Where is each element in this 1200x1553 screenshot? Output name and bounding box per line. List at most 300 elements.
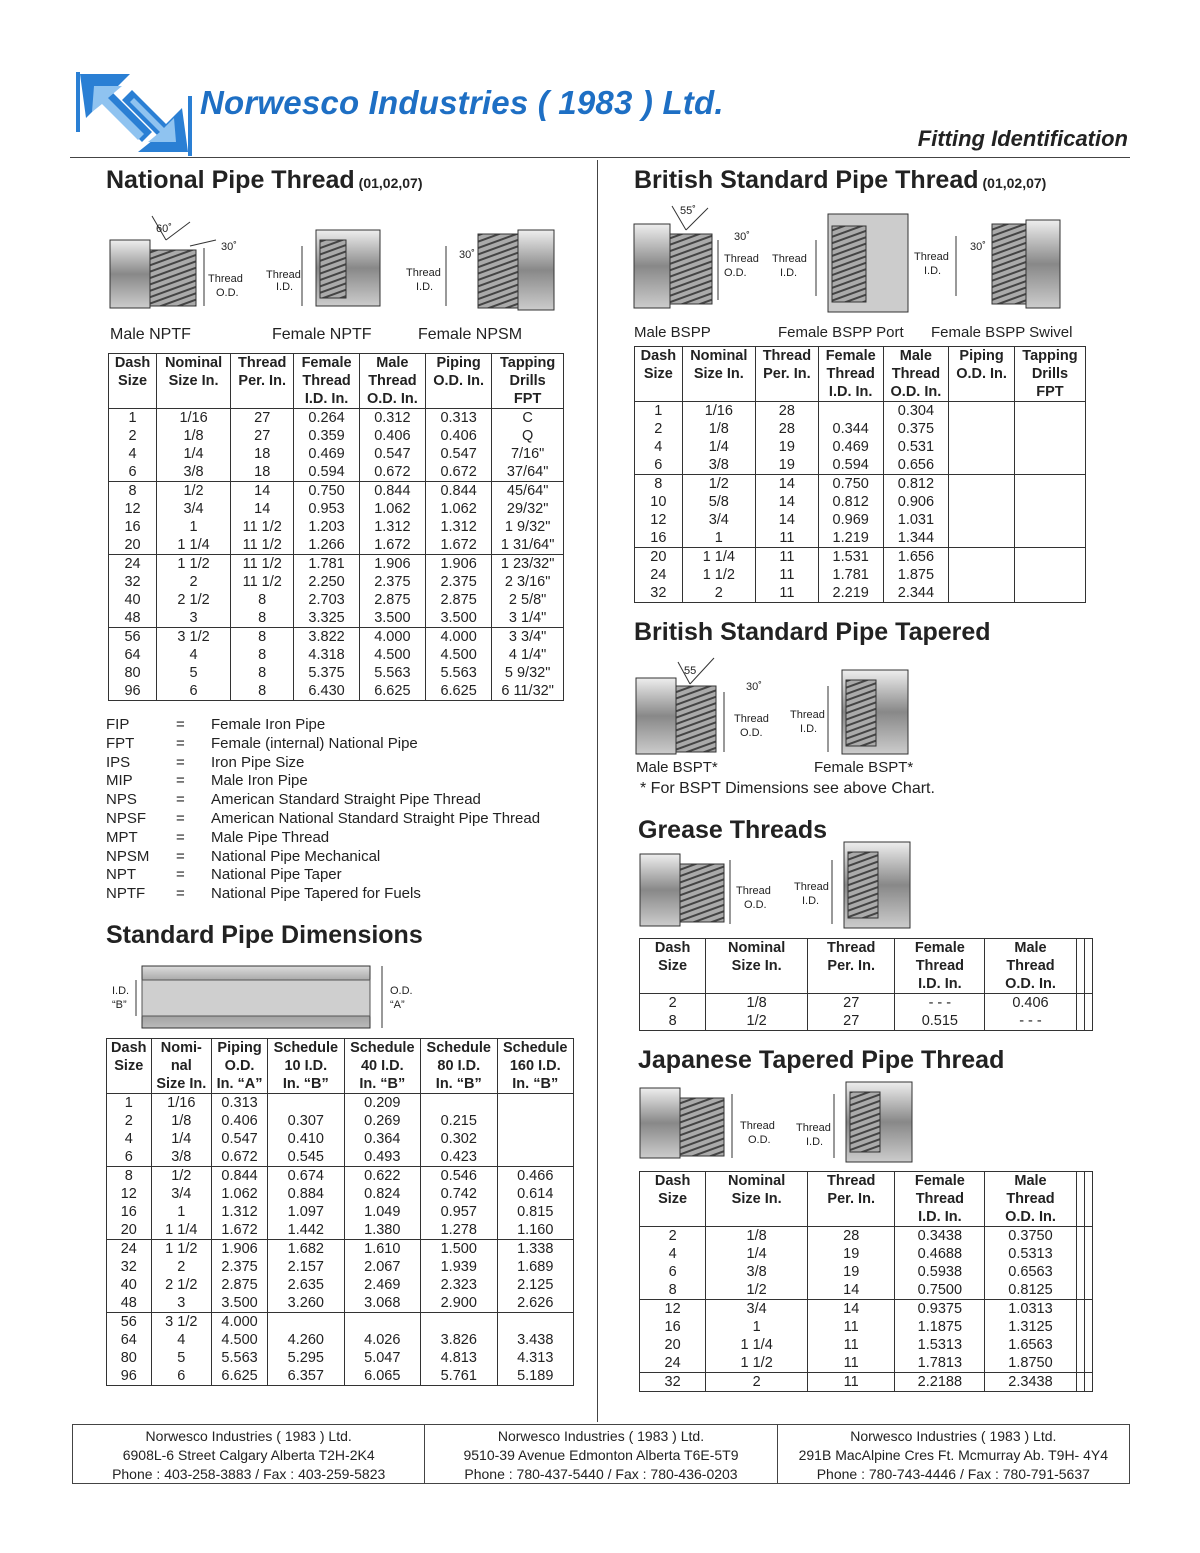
table-cell: 6 [640,1263,706,1281]
table-header-row [635,347,1086,402]
table-cell: 1 [635,402,683,421]
table-cell [1014,402,1085,421]
table-cell: 11 [808,1373,895,1392]
table-cell: 0.614 [497,1185,574,1203]
svg-text:Thread: Thread [796,1122,831,1134]
table-row [109,409,564,428]
table-cell: 48 [109,609,157,628]
table-cell: 0.622 [344,1167,420,1186]
table-cell: 0.906 [883,493,949,511]
abbreviation-meaning: Female Iron Pipe [211,716,326,733]
abbreviation-meaning: National Pipe Taper [211,866,342,884]
table-cell: 2 1/2 [157,591,231,609]
table-cell: 1 1/2 [706,1354,808,1373]
table-cell: 6 [157,682,231,701]
column-header [231,354,294,409]
table-cell [268,1313,344,1332]
column-header-line: Schedule [273,1040,339,1056]
table-cell: 2.469 [344,1276,420,1294]
column-header-line: Piping [959,348,1004,364]
table-cell: 2.323 [421,1276,497,1294]
bspt-fittings-diagram [632,656,922,760]
table-cell [1014,529,1085,548]
column-header-line: O.D. In. [1005,1209,1056,1225]
table-cell: 1/8 [706,994,808,1013]
column-header-line: Thread [891,366,941,382]
column-header-line: Size In. [168,373,219,389]
column-header-line: Male [899,348,933,364]
table-cell: 1.689 [497,1258,574,1276]
abbreviation-equals: = [176,809,185,827]
column-header [426,354,492,409]
svg-text:Thread: Thread [914,251,949,263]
table-row [109,682,564,701]
svg-text:Thread: Thread [724,253,759,265]
column-header-line: In. “B” [359,1076,406,1092]
table-row [640,1012,1093,1031]
column-header-line: Dash [640,348,677,364]
table-cell: 6 [107,1148,152,1167]
table-cell: - - - [895,994,985,1013]
grease-table [639,938,1093,1031]
table-cell: 3/4 [151,1185,212,1203]
table-cell: 1.875 [883,566,949,584]
table-row [640,1227,1093,1246]
table-cell: 1.344 [883,529,949,548]
table-cell: 5 9/32" [492,664,564,682]
table-header-row [640,1172,1093,1227]
table-cell: 4 [151,1331,212,1349]
table-cell [949,511,1015,529]
table-cell: 56 [109,628,157,647]
table-cell [421,1094,497,1113]
svg-text:O.D.: O.D. [740,727,763,739]
column-header-line: Dash [111,1040,147,1056]
table-cell [1014,456,1085,475]
footer-address-calgary [73,1425,424,1483]
column-header-line: Per. In. [763,366,811,382]
table-cell: 0.547 [426,445,492,463]
table-cell: 1.097 [268,1203,344,1221]
column-header-line: Female [825,348,876,364]
table-cell: 4.000 [426,628,492,647]
footer-company: Norwesco Industries ( 1983 ) Ltd. [145,1428,352,1444]
pipe-dimension-diagram [106,960,426,1032]
svg-text:30˚: 30˚ [970,241,986,253]
column-header-line: Thread [1006,958,1055,974]
table-cell [949,402,1015,421]
table-cell: 1.278 [421,1221,497,1240]
footer-street: 9510-39 Avenue Edmonton Alberta T6E-5T9 [463,1447,739,1463]
column-header-line: 160 I.D. [509,1058,561,1074]
table-cell: 3 [157,609,231,628]
table-cell: 2.875 [212,1276,268,1294]
table-cell: 1 1/4 [682,548,755,567]
table-row [640,1336,1093,1354]
table-cell: 1.031 [883,511,949,529]
table-cell: 96 [109,682,157,701]
svg-text:30˚: 30˚ [459,249,475,261]
table-cell: 1/8 [157,427,231,445]
abbreviation-equals: = [176,885,185,903]
table-cell: 11 1/2 [231,536,294,555]
abbreviation-term: IPS [106,753,131,771]
table-cell: 27 [808,994,895,1013]
table-cell [949,529,1015,548]
column-header-line: 80 I.D. [437,1058,481,1074]
column-header-line [1079,1172,1082,1190]
table-cell: 6 [635,456,683,475]
abbreviation-meaning: Female (internal) National Pipe [211,734,418,752]
column-header [706,939,808,994]
svg-text:Thread: Thread [790,709,825,721]
table-cell: 1 9/32" [492,518,564,536]
table-cell: 14 [755,475,818,494]
table-cell: 0.410 [268,1130,344,1148]
table-cell: 14 [808,1281,895,1300]
table-row [640,1354,1093,1373]
column-header-line: Nomi- [160,1040,202,1056]
table-cell: 8 [231,628,294,647]
female-bspt-icon [790,670,908,754]
table-cell: 0.406 [426,427,492,445]
column-header [359,354,425,409]
table-cell: 0.515 [895,1012,985,1031]
table-cell: 0.656 [883,456,949,475]
table-cell: 10 [635,493,683,511]
table-cell: 20 [640,1336,706,1354]
column-header-line: Schedule [426,1040,491,1056]
female-grease-icon [794,842,910,928]
table-cell: 1.781 [294,555,359,574]
table-row [640,1245,1093,1263]
table-cell [497,1130,574,1148]
table-cell: 2.067 [344,1258,420,1276]
table-cell: 3.260 [268,1294,344,1313]
svg-text:Thread: Thread [208,273,243,285]
table-cell: 14 [808,1300,895,1319]
table-cell: 4.000 [212,1313,268,1332]
abbreviation-term: FPT [106,734,135,752]
table-cell: 64 [109,646,157,664]
grease-fittings-diagram [636,840,926,932]
table-cell: 1 1/2 [157,555,231,574]
table-cell: 1.062 [212,1185,268,1203]
column-header-line: O.D. In. [890,384,942,400]
column-header-line: Tapping [1022,348,1078,364]
table-cell: 20 [107,1221,152,1240]
column-header [151,1039,212,1094]
column-header-line: O.D. In. [367,391,418,407]
table-row [635,420,1086,438]
column-header [706,1172,808,1227]
table-cell [497,1313,574,1332]
svg-text:Thread: Thread [406,267,441,279]
table-row [107,1203,574,1221]
table-cell [949,548,1015,567]
column-header [294,354,359,409]
table-cell [949,475,1015,494]
column-header-line: Dash [114,355,151,371]
table-cell: 1 [682,529,755,548]
footer-phone: Phone : 780-743-4446 / Fax : 780-791-5637 [816,1466,1090,1482]
column-header-line: Schedule [503,1040,568,1056]
svg-text:Thread: Thread [266,269,301,281]
column-header-line: Dash [654,940,691,956]
female-nptf-icon [266,230,380,306]
table-cell: 2.375 [359,573,425,591]
table-row [107,1349,574,1367]
table-cell: 0.406 [212,1112,268,1130]
abbreviation-item [106,866,540,885]
column-header [1084,1172,1092,1227]
table-cell: 0.7500 [895,1281,985,1300]
table-row [640,1318,1093,1336]
table-cell: 0.531 [883,438,949,456]
table-cell [1084,1227,1092,1246]
abbreviation-item [106,772,540,791]
svg-text:30˚: 30˚ [221,241,237,253]
table-cell: 19 [808,1245,895,1263]
column-header-line: Drills [509,373,546,389]
grease-title: Grease Threads [638,816,827,844]
table-cell: 3 1/2 [151,1313,212,1332]
table-row [109,482,564,501]
table-cell [1014,493,1085,511]
table-cell: 0.953 [294,500,359,518]
column-header-line: In. “B” [512,1076,559,1092]
table-row [107,1167,574,1186]
table-cell: 6.625 [359,682,425,701]
jptp-title: Japanese Tapered Pipe Thread [638,1046,1005,1074]
header-divider [70,157,1130,158]
table-cell [949,438,1015,456]
table-cell: 28 [755,420,818,438]
table-cell: 2 [635,420,683,438]
column-header-line: Piping [217,1040,262,1056]
column-header-line: I.D. In. [918,976,962,992]
female-npsm-icon [406,230,554,310]
table-cell [1014,511,1085,529]
table-cell: 8 [231,682,294,701]
svg-text:I.D.: I.D. [780,267,798,279]
svg-text:30˚: 30˚ [746,681,762,693]
table-cell: 40 [107,1276,152,1294]
table-cell: 0.594 [818,456,883,475]
table-cell: 6.625 [212,1367,268,1386]
table-cell: 4.500 [359,646,425,664]
column-header-line: Male [1014,940,1047,956]
table-cell: 14 [755,493,818,511]
column-header-line: Female [914,940,965,956]
table-row [107,1240,574,1259]
column-header-line [1087,939,1090,957]
table-cell: 6 [109,463,157,482]
table-cell: 1 [151,1203,212,1221]
table-cell: 3.068 [344,1294,420,1313]
table-cell: 3.500 [359,609,425,628]
column-header-line: Thread [827,940,876,956]
table-cell: 28 [755,402,818,421]
table-row [109,591,564,609]
table-cell: 11 1/2 [231,518,294,536]
column-header-line: Size In. [693,366,744,382]
abbreviation-meaning: Iron Pipe Size [211,753,305,771]
table-cell [1076,994,1084,1013]
bspt-fig-label-male: Male BSPT* [636,759,718,776]
jptp-table [639,1171,1093,1392]
male-grease-icon [640,854,771,926]
table-header-row [107,1039,574,1094]
table-cell: 5.563 [426,664,492,682]
column-header-line: Tapping [499,355,556,371]
svg-text:55: 55 [684,665,697,677]
column-header-line: Nominal [728,1173,786,1189]
abbreviation-equals: = [176,828,185,846]
abbreviation-item [106,735,540,754]
table-cell: 2 [682,584,755,603]
column-header-line: Thread [762,348,812,364]
abbreviation-term: NPS [106,791,137,809]
table-cell: 1.442 [268,1221,344,1240]
table-cell: 1.906 [426,555,492,574]
column-header-line: O.D. In. [433,373,484,389]
table-cell: 12 [640,1300,706,1319]
table-cell: 8 [640,1281,706,1300]
table-cell: 2 [157,573,231,591]
table-cell: 0.215 [421,1112,497,1130]
table-row [107,1331,574,1349]
table-cell: 2.219 [818,584,883,603]
svg-text:Thread: Thread [736,885,771,897]
table-cell: 1.219 [818,529,883,548]
table-cell: 0.423 [421,1148,497,1167]
table-cell [1084,1263,1092,1281]
table-cell: 11 [808,1318,895,1336]
table-cell: 1 1/4 [157,536,231,555]
column-header-line: O.D. In. [956,366,1007,382]
svg-text:55˚: 55˚ [680,205,696,217]
table-cell: 5.047 [344,1349,420,1367]
table-cell: 0.406 [359,427,425,445]
table-cell: 1.656 [883,548,949,567]
column-header [492,354,564,409]
table-cell: 4.026 [344,1331,420,1349]
table-cell: 1.781 [818,566,883,584]
column-header-line: Thread [827,1173,876,1189]
table-cell: 0.307 [268,1112,344,1130]
column-header [755,347,818,402]
column-header-line: Male [1014,1173,1047,1189]
svg-text:O.D.: O.D. [724,267,747,279]
table-cell [497,1112,574,1130]
abbreviation-term: NPSF [106,809,147,827]
table-cell: 27 [808,1012,895,1031]
abbreviation-term: MPT [106,828,138,846]
table-cell: 1.906 [359,555,425,574]
table-cell: 1/8 [682,420,755,438]
table-header-row [640,939,1093,994]
table-cell: 1 [706,1318,808,1336]
table-cell: 0.304 [883,402,949,421]
abbreviation-item [106,848,540,867]
table-cell: 0.545 [268,1148,344,1167]
table-cell [1076,1354,1084,1373]
column-header [985,939,1076,994]
table-cell: 3 1/4" [492,609,564,628]
svg-text:I.D.: I.D. [416,281,434,293]
column-header-line: I.D. In. [304,391,349,407]
table-cell: 8 [640,1012,706,1031]
table-cell: 1/8 [706,1227,808,1246]
table-row [109,536,564,555]
table-cell: 3/8 [682,456,755,475]
table-cell: 3.826 [421,1331,497,1349]
table-row [640,1263,1093,1281]
table-cell: 1/4 [682,438,755,456]
column-header-line: Schedule [350,1040,415,1056]
table-cell: - - - [985,1012,1076,1031]
table-row [107,1294,574,1313]
column-header [985,1172,1076,1227]
table-cell: 6.430 [294,682,359,701]
table-cell [1076,1012,1084,1031]
npt-fittings-diagram [106,210,576,328]
table-cell: 0.344 [818,420,883,438]
column-header [421,1039,497,1094]
table-cell: 5/8 [682,493,755,511]
male-bspp-icon [634,205,759,308]
table-row [640,1373,1093,1392]
table-cell: 1.682 [268,1240,344,1259]
table-cell: 11 [808,1336,895,1354]
table-cell: 24 [109,555,157,574]
column-header-line: O.D. In. [1005,976,1056,992]
table-cell: 0.5938 [895,1263,985,1281]
table-cell [1076,1245,1084,1263]
table-cell: 1.1875 [895,1318,985,1336]
table-cell: 8 [231,591,294,609]
table-cell: 0.815 [497,1203,574,1221]
table-row [640,1300,1093,1319]
table-cell: 8 [231,664,294,682]
table-cell: 29/32" [492,500,564,518]
bspp-fig-label-swivel: Female BSPP Swivel [931,324,1073,341]
column-header-line: In. “A” [216,1076,263,1092]
column-header [949,347,1015,402]
footer-addresses [72,1424,1130,1484]
svg-text:30˚: 30˚ [734,231,750,243]
table-row [107,1221,574,1240]
column-header-line: Size [114,1058,144,1074]
table-cell [344,1313,420,1332]
table-cell: 0.359 [294,427,359,445]
column-header [682,347,755,402]
abbreviation-equals: = [176,866,185,884]
table-cell: 2 [107,1112,152,1130]
table-cell: 0.672 [359,463,425,482]
column-header [1084,939,1092,994]
footer-phone: Phone : 780-437-5440 / Fax : 780-436-0203 [464,1466,738,1482]
abbreviation-term: NPT [106,866,136,884]
table-row [635,566,1086,584]
column-header [107,1039,152,1094]
column-header-line: I.D. In. [918,1209,962,1225]
table-row [109,555,564,574]
table-cell: 1.312 [359,518,425,536]
table-cell: 0.209 [344,1094,420,1113]
table-cell: 2 [640,1227,706,1246]
